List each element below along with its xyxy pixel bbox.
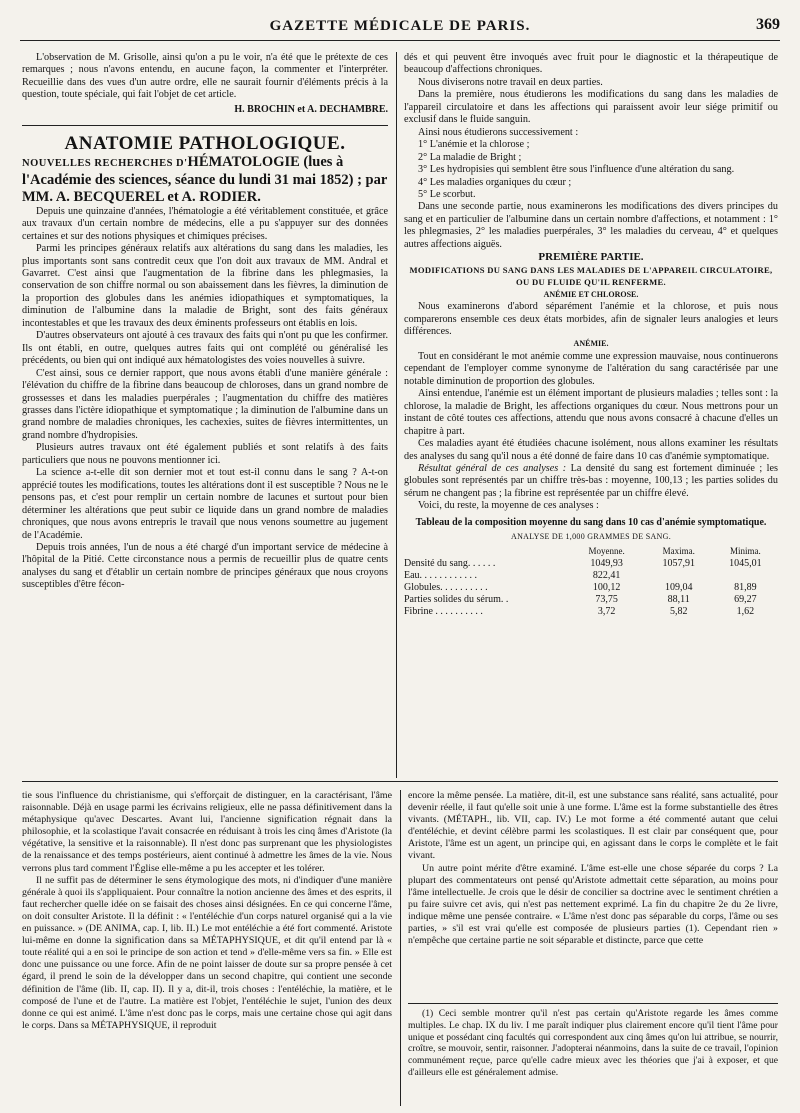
row-label: Densité du sang. . . . . .	[404, 558, 496, 570]
part-title: PREMIÈRE PARTIE.	[538, 251, 644, 264]
column-header: Maxima.	[662, 546, 695, 557]
body-paragraph: Voici, du reste, la moyenne de ces analyses :	[418, 500, 599, 512]
article-title	[22, 154, 388, 206]
table-cell: 109,04	[664, 582, 693, 594]
list-item: 4° Les maladies organiques du cœur ;	[418, 176, 572, 188]
top-left-column	[22, 52, 388, 592]
column-header: Minima.	[730, 546, 761, 557]
table-row	[404, 582, 778, 594]
section-rule	[22, 125, 388, 126]
table-cell	[645, 570, 713, 582]
body-paragraph: Un autre point mérite d'être examiné. L'âme est-elle une chose séparée du corps ? La plupart des commentateurs ont pensé qu'Aristote admettait cette séparation, au moins pour l'âme intellectuelle. Je crois que le désir de concilier sa doctrine avec le sentiment chrétien a pu faire suivre cet avis, qui n'est pas nettement exprimé. La fin du chapitre 2e du 2e livre, indique même une pensée contraire. « L'âme n'est donc pas séparable du corps, l'âme ou ses parties, » s'il est vrai qu'elle est composée de plusieurs parties (1). Cependant rien » n'empêche que certaine partie ne soit séparable et distincte, parce que cette	[408, 862, 778, 947]
row-label: Parties solides du sérum. .	[404, 594, 509, 606]
body-paragraph: Ainsi entendue, l'anémie est un élément important de plusieurs maladies ; telles sont : la chlorose, la maladie de Bright, les affections organiques du cœur. Nous mettrons pour un instant de côté toutes ces affections, attendu que nous avons consacré à chacune d'elles un chapitre à part.	[404, 388, 778, 437]
article-title-rest: HÉMATOLOGIE (lues à l'Académie des sciences, séance du lundi 31 mai 1852) ; par MM. A. BECQUEREL et A. RODIER.	[22, 153, 388, 205]
body-paragraph: encore la même pensée. La matière, dit-il, est une substance sans réalité, sans actualité, pour devenir réelle, il faut qu'elle soit unie à une forme. L'âme est la forme substantielle des êtres vivants. (MÉTAPH., lib. VII, cap. IV.) Le mot forme a été commenté autant que celui d'entéléchie, et devint célèbre parmi les scolastiques. Il est clair par conséquent que, pour Aristote, l'âme est un agent, un principe qui, en agissant dans le corps le complète et le fait vivant.	[408, 790, 778, 862]
table-cell: 1,62	[736, 606, 755, 618]
column-divider-top	[396, 52, 397, 778]
list-item: 1° L'anémie et la chlorose ;	[418, 139, 530, 151]
column-header: Moyenne.	[588, 546, 625, 557]
journal-title: GAZETTE MÉDICALE DE PARIS.	[269, 18, 531, 34]
body-paragraph: Depuis une quinzaine d'années, l'hématologie a été véritablement constituée, et grâce aux travaux d'un certain nombre de médecins, elle a pu s'appuyer sur des données certaines et sur des notions physiques et chimiques précises.	[22, 205, 388, 242]
table-cell: 1057,91	[662, 558, 695, 570]
footnote-text: (1) Ceci semble montrer qu'il n'est pas certain qu'Aristote regarde les âmes comme multiples. Le chap. IX du liv. I me paraît indiquer plus clairement encore qu'il tient l'âme pour unique et possédant cinq facultés qui correspondent aux cinq âmes qu'on lui attribue, se nourrir, croître, se mouvoir, sentir, raisonner. J'adopterai néanmoins, dans la suite de ce travail, l'opinion communément reçue, parce qu'elle cadre mieux avec les théories que j'ai à exposer, et que d'ailleurs elle est généralement admise.	[408, 1008, 778, 1078]
table-row	[404, 558, 778, 570]
table-cell: 1049,93	[590, 558, 623, 570]
list-item: 2° La maladie de Bright ;	[418, 151, 522, 163]
table-row	[404, 606, 778, 618]
footnote	[408, 1008, 778, 1079]
table-subcaption: ANALYSE DE 1,000 GRAMMES DE SANG.	[511, 531, 671, 541]
result-text: La densité du sang est fortement diminuée ; les globules sont représentés par un chiffre très-bas : moyenne, 100,13 ; les parties solides du sérum ne changent pas ; la fibrine est représentée par un chiffre élevé.	[404, 462, 779, 499]
page-number: 369	[756, 16, 780, 33]
top-right-column	[404, 52, 778, 618]
part-subtitle: MODIFICATIONS DU SANG DANS LES MALADIES DE L'APPAREIL CIRCULATOIRE,	[409, 264, 773, 275]
body-paragraph: Plusieurs autres travaux ont été également publiés et sont relatifs à des faits particuliers que nous ne pouvons mentionner ici.	[22, 442, 388, 466]
body-paragraph: Nous examinerons d'abord séparément l'anémie et la chlorose, et puis nous comparerons ensemble ces deux états morbides, afin de signaler leurs analogies et leurs différences.	[404, 301, 778, 337]
table-cell: 1045,01	[729, 558, 762, 570]
intro-paragraph: L'observation de M. Grisolle, ainsi qu'on a pu le voir, n'a été que le prétexte de ces remarques ; nous n'avons entendu, en aucune façon, la commenter et l'interpréter. Recueillie dans des vues d'un autre ordre, elle ne saurait fournir d'éléments précis à la question, toute spéciale, qui fait l'objet de cet article.	[22, 52, 388, 101]
body-paragraph: Il ne suffit pas de déterminer le sens étymologique des mots, ni d'indiquer d'une manière générale à quoi ils s'appliquaient. Pour connaître la notion ancienne des âmes et des esprits, il faut rechercher quelle idée on se faisait des choses ainsi désignées. En ce qui concerne l'âme, on doit consulter Aristote. Il la définit : « l'entéléchie d'un corps naturel organisé qui a la vie en puissance. » (DE ANIMA, cap. I, lib. II.) Le mot entéléchie a été fort commenté. Aristote lui-même en donne la signification dans sa MÉTAPHYSIQUE, et dit qu'il entend par là « toute réalité qui a en soi le principe de son action et tend » d'elle-même vers sa fin. » Elle est donc une puissance ou une force. Afin de ne point laisser de doute sur sa propre pensée à cet égard, il prend le soin de la développer dans un second chapitre, qui contient une seconde définition de l'âme (lib. II, cap. II). Il y a, dit-il, trois choses : l'entéléchie, la matière, et le composé de l'une et de l'autre. La matière est l'objet, l'entéléchie le sujet, l'union des deux donne ce qui est animé. L'âme n'est donc pas le corps, mais une certaine chose qui agit dans le corps. Dans sa MÉTAPHYSIQUE, il reproduit	[22, 874, 392, 1031]
footnote-divider	[408, 1003, 778, 1004]
table-cell: 100,12	[592, 582, 621, 594]
running-header	[20, 18, 780, 41]
body-paragraph: C'est ainsi, sous ce dernier rapport, que nous avons établi d'une manière générale : l'élévation du chiffre de la fibrine dans beaucoup de chloroses, dans un grand nombre de grossesses et dans les maladies puerpérales ; l'augmentation du chiffre des matières grasses dans l'ictère idiopathique et symptomatique ; la diminution de l'albumine dans un grand nombre de maladies chroniques, les cachexies, suites de fièvres intermittentes, un grand nombre d'hydropisies.	[22, 367, 388, 441]
body-paragraph: Tout en considérant le mot anémie comme une expression mauvaise, nous continuerons cependant de l'employer comme synonyme de l'altération du sang caractérisée par une notable diminution de proportion des globules.	[404, 350, 778, 387]
signature: H. BROCHIN et A. DECHAMBRE.	[234, 103, 388, 115]
body-paragraph: La science a-t-elle dit son dernier mot et tout est-il connu dans le sang ? A-t-on apprécié toutes les modifications, toutes les altérations dont il est susceptible ? Nous ne le pensons pas, et c'est pour remplir un certain nombre de lacunes et surtout pour bien déterminer les altérations que peut subir ce liquide dans un grand nombre de maladies chroniques, que nous avons entrepris le travail que nous venons soumettre au jugement de l'Académie.	[22, 467, 388, 541]
row-label: Fibrine . . . . . . . . . .	[404, 606, 483, 618]
row-label: Globules. . . . . . . . . .	[404, 582, 488, 594]
body-paragraph: Depuis trois années, l'un de nous a été chargé d'un important service de médecine à l'hôpital de la Pitié. Cette circonstance nous a permis de recueillir plus de quatre cents analyses du sang et d'établir un certain nombre de principes généraux que nous croyons susceptibles d'être fécon-	[22, 541, 388, 591]
table-cell: 88,11	[667, 594, 690, 606]
table-cell: 73,75	[595, 594, 618, 606]
result-label: Résultat général de ces analyses :	[418, 462, 567, 474]
table-cell: 3,72	[597, 606, 616, 618]
column-divider-bottom	[400, 790, 401, 1106]
row-label: Eau. . . . . . . . . . . .	[404, 570, 478, 582]
list-item: 3° Les hydropisies qui semblent être sous l'influence d'une altération du sang.	[418, 164, 735, 176]
body-paragraph: dés et qui peuvent être invoqués avec fruit pour le diagnostic et la thérapeutique de beaucoup d'affections chroniques.	[404, 52, 778, 76]
subsection-title: ANÉMIE ET CHLOROSE.	[543, 289, 639, 299]
table-cell: 81,89	[734, 582, 757, 594]
body-paragraph: Ces maladies ayant été étudiées chacune isolément, nous allons examiner les résultats des analyses du sang qu'il nous a été donné de faire dans 10 cas d'anémie symptomatique.	[404, 438, 778, 462]
bottom-right-column	[408, 790, 778, 947]
table-cell: 5,82	[669, 606, 688, 618]
body-paragraph: Dans la première, nous étudierons les modifications du sang dans les maladies de l'appareil circulatoire et dans les affections qui paraissent avoir leur siége primitif ou exclusif dans le fluide sanguin.	[404, 89, 778, 126]
table-row	[404, 570, 778, 582]
list-item: 5° Le scorbut.	[418, 188, 476, 200]
body-paragraph	[404, 463, 778, 500]
table-caption: Tableau de la composition moyenne du sang dans 10 cas d'anémie symptomatique.	[415, 516, 767, 528]
subsection-title: ANÉMIE.	[573, 339, 609, 349]
section-title: ANATOMIE PATHOLOGIQUE.	[64, 133, 346, 155]
table-cell: 69,27	[734, 594, 757, 606]
blood-composition-table	[404, 544, 778, 618]
table-cell	[713, 570, 778, 582]
table-cell: 822,41	[592, 570, 621, 582]
body-paragraph: Ainsi nous étudierons successivement :	[418, 126, 579, 138]
body-paragraph: Parmi les principes généraux relatifs aux altérations du sang dans les maladies, les plus importants sont sans contredit ceux que l'on doit aux travaux de MM. Andral et Gavarret. C'est ainsi que l'augmentation de la fibrine dans les phlegmasies, la conservation de son chiffre normal ou son abaissement dans les fièvres, la diminution de la proportion des globules dans les anémies idiopathiques et symptomatiques, la diminution de l'albumine dans la maladie de Bright, sont des faits généraux incontestables et que les travaux des deux éminents professeurs ont établis en lois.	[22, 243, 388, 329]
part-subtitle: OU DU FLUIDE QU'IL RENFERME.	[516, 277, 666, 288]
body-paragraph: Nous diviserons notre travail en deux parties.	[418, 76, 603, 88]
section-divider	[22, 781, 778, 782]
body-paragraph: Dans une seconde partie, nous examinerons les modifications des divers principes du sang et en particulier de l'albumine dans un certain nombre d'affections, et notamment : 1° les phlegmasies, 2° les maladies puerpérales, 3° les maladies du cerveau, 4° et quelques autres affections aiguës.	[404, 201, 778, 250]
body-paragraph: tie sous l'influence du christianisme, qui s'efforçait de distinguer, en la caractérisant, l'âme raisonnable. Déjà en usage parmi les écrivains religieux, elle ne passa définitivement dans la métaphysique qu'avec Descartes. Avant lui, l'ancienne signification régnait dans la philosophie, et la scolastique l'avait consacrée en réduisant à trois les cinq âmes d'Aristote (la végétative, la sensitive et la raisonnable). Il n'est donc pas surprenant que les physiologistes de la renaissance et des temps postérieurs, aient continué à admettre les âmes de la vie. Nous verrons plus tard comment l'Église elle-même a pu les accepter et les tolérer.	[22, 790, 392, 874]
bottom-left-column	[22, 790, 392, 1032]
article-title-smallcaps: NOUVELLES RECHERCHES D'	[22, 157, 188, 169]
body-paragraph: D'autres observateurs ont ajouté à ces travaux des faits qui n'ont pu que les confirmer. Ils ont établi, en outre, quelques autres faits qui ont complété ou généralisé les précédents, ou bien qui ont indiqué aux hématologistes des voies nouvelles à suivre.	[22, 330, 388, 367]
table-row	[404, 594, 778, 606]
table-header-row	[404, 544, 778, 558]
